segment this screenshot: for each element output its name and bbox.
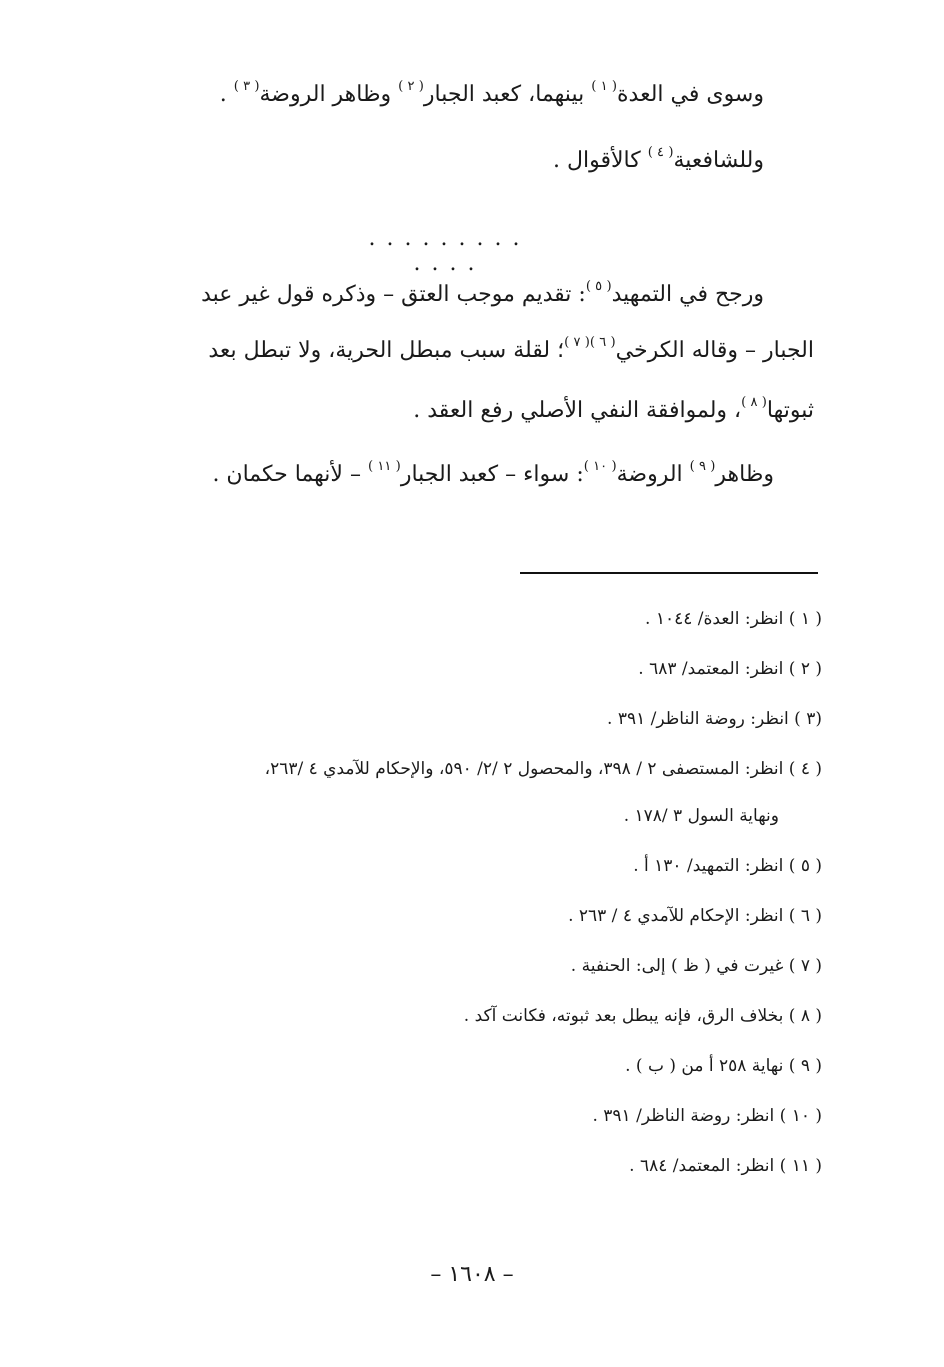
text-run: – لأنهما حكمان . xyxy=(212,462,368,487)
footnote-line: (٣ ) انظر: روضة الناظر/ ٣٩١ . xyxy=(607,709,822,729)
footnote-line: ( ٧ ) غيرت في ( ظ ) إلى: الحنفية . xyxy=(570,956,822,976)
page-number: – ١٦٠٨ – xyxy=(430,1262,514,1287)
footnote-ref[interactable]: ( ٥ ) xyxy=(585,279,612,295)
footnote-ref[interactable]: ( ٩ ) xyxy=(689,459,716,475)
text-run: الجبار – وقاله الكرخي xyxy=(615,338,814,363)
text-run: . xyxy=(219,82,234,107)
footnote-line: ( ٢ ) انظر: المعتمد/ ٦٨٣ . xyxy=(638,659,822,679)
footnote-ref[interactable]: ( ٨ ) xyxy=(741,395,767,411)
footnote-line: ( ١١ ) انظر: المعتمد/ ٦٨٤ . xyxy=(629,1156,822,1176)
text-run: الروضة xyxy=(616,462,690,487)
text-run: ، ولموافقة النفي الأصلي رفع العقد . xyxy=(413,398,742,423)
text-run: وظاهر xyxy=(715,462,774,487)
text-run: : تقديم موجب العتق – وذكره قول غير عبد xyxy=(201,282,586,307)
footnote-line: ( ٦ ) انظر: الإحكام للآمدي ٤ / ٢٦٣ . xyxy=(568,906,822,926)
footnote-line: ( ٤ ) انظر: المستصفى ٢ / ٣٩٨، والمحصول ٢ /٢/ ٥٩٠، والإحكام للآمدي ٤ /٢٦٣، xyxy=(264,759,822,779)
text-run: وظاهر الروضة xyxy=(259,82,399,107)
footnote-ref[interactable]: ( ٧ ) xyxy=(564,335,590,351)
text-run: وللشافعية xyxy=(673,148,764,173)
main-text-line xyxy=(219,79,764,107)
footnote-line: ( ٩ ) نهاية ٢٥٨ أ من ( ب ) . xyxy=(625,1056,822,1076)
main-text-line xyxy=(201,279,764,307)
text-run: : سواء – كعبد الجبار xyxy=(400,462,584,487)
footnote-line: ( ٨ ) بخلاف الرق، فإنه يبطل بعد ثبوته، فكانت آكد . xyxy=(463,1006,822,1026)
text-run: وسوى في العدة xyxy=(617,82,764,107)
footnote-ref[interactable]: ( ١١ ) xyxy=(367,459,401,475)
footnote-ref[interactable]: ( ٦ ) xyxy=(589,335,616,351)
text-run: بينهما، كعبد الجبار xyxy=(423,82,592,107)
footnote-ref[interactable]: ( ٣ ) xyxy=(233,79,260,95)
footnote-ref[interactable]: ( ٤ ) xyxy=(647,145,674,161)
text-run: كالأقوال . xyxy=(553,148,648,173)
section-separator: . . . . . . . . . . . . . xyxy=(368,226,522,276)
main-text-line xyxy=(208,335,814,363)
footnote-line: ( ١ ) انظر: العدة/ ١٠٤٤ . xyxy=(645,609,822,629)
footnote-line: ( ٥ ) انظر: التمهيد/ ١٣٠ أ . xyxy=(633,856,822,876)
footnote-ref[interactable]: ( ١٠ ) xyxy=(583,459,617,475)
text-run: ثبوتها xyxy=(766,398,814,423)
main-text-line xyxy=(553,145,764,173)
main-text-line xyxy=(212,459,774,487)
footnote-separator-rule xyxy=(520,572,818,574)
footnote-ref[interactable]: ( ٢ ) xyxy=(398,79,424,95)
footnote-ref[interactable]: ( ١ ) xyxy=(591,79,617,95)
main-text-line xyxy=(413,395,814,423)
footnote-line: ونهاية السول ٣ /١٧٨ . xyxy=(623,806,779,826)
text-run: ورجح في التمهيد xyxy=(611,282,764,307)
footnote-line: ( ١٠ ) انظر: روضة الناظر/ ٣٩١ . xyxy=(592,1106,822,1126)
text-run: ؛ لقلة سبب مبطل الحرية، ولا تبطل بعد xyxy=(208,338,565,363)
